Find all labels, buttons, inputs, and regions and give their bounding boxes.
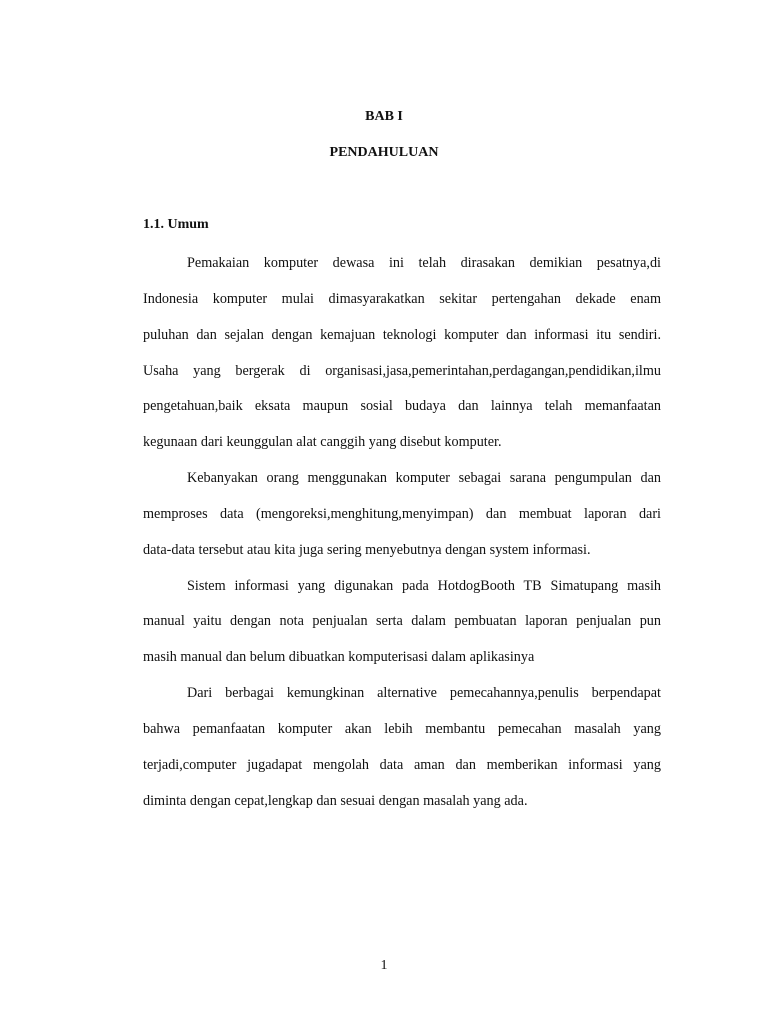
chapter-number: BAB I bbox=[365, 109, 403, 124]
text-line: kegunaan dari keunggulan alat canggih yang disebut komputer. bbox=[143, 434, 502, 451]
text-line: diminta dengan cepat,lengkap dan sesuai dengan masalah yang ada. bbox=[143, 792, 528, 809]
text-line: masih manual dan belum dibuatkan komputerisasi dalam aplikasinya bbox=[143, 649, 535, 666]
body-text bbox=[143, 250, 661, 824]
text-line: terjadi,computer jugadapat mengolah data aman dan memberikan informasi yang bbox=[143, 756, 661, 773]
text-line: Dari berbagai kemungkinan alternative pemecahannya,penulis berpendapat bbox=[187, 685, 661, 702]
text-line: pengetahuan,baik eksata maupun sosial budaya dan lainnya telah memanfaatan bbox=[143, 398, 661, 415]
text-line: Kebanyakan orang menggunakan komputer sebagai sarana pengumpulan dan bbox=[187, 470, 661, 487]
text-line: Indonesia komputer mulai dimasyarakatkan sekitar pertengahan dekade enam bbox=[143, 290, 661, 307]
text-line: Sistem informasi yang digunakan pada HotdogBooth TB Simatupang masih bbox=[187, 577, 661, 594]
chapter-title: PENDAHULUAN bbox=[329, 145, 439, 160]
text-line: Pemakaian komputer dewasa ini telah dirasakan demikian pesatnya,di bbox=[187, 255, 661, 271]
text-line: bahwa pemanfaatan komputer akan lebih membantu pemecahan masalah yang bbox=[143, 720, 661, 737]
text-line: memproses data (mengoreksi,menghitung,menyimpan) dan membuat laporan dari bbox=[143, 505, 661, 522]
text-line: puluhan dan sejalan dengan kemajuan teknologi komputer dan informasi itu sendiri. bbox=[143, 326, 661, 343]
page-number: 1 bbox=[380, 958, 388, 973]
text-line: manual yaitu dengan nota penjualan serta dalam pembuatan laporan penjualan pun bbox=[143, 613, 661, 630]
text-line: data-data tersebut atau kita juga sering menyebutnya dengan system informasi. bbox=[143, 541, 591, 558]
section-heading: 1.1. Umum bbox=[143, 217, 209, 232]
text-line: Usaha yang bergerak di organisasi,jasa,pemerintahan,perdagangan,pendidikan,ilmu bbox=[143, 362, 661, 379]
